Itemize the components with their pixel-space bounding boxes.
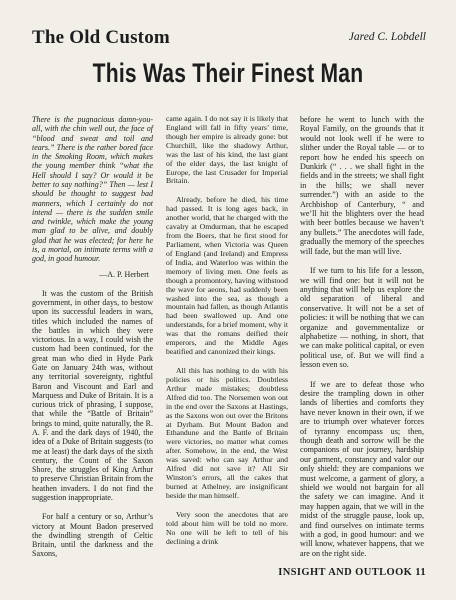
article-column-2 (166, 115, 288, 546)
epigraph: There is the pugnacious damn-you-all, with the chin well out, the face of “blood and sweat and toil and tears.” There is the rather bored face in the Smoking Room, which makes the young member think “what the Hell should I say? Or would it be better to say nothing?” Then — lest I should be thought to suggest bad manners, which I certainly do not intend — there is the sudden smile and twinkle, which make the young man glad to be alive, and doubly glad that he was elected; for here he is, a mortal, on intimate terms with a god, in good humour. (32, 115, 153, 264)
article-column-3 (300, 115, 424, 558)
body-paragraph: For half a century or so, Arthur’s victory at Mount Badon preserved the dwindling strength of Celtic Britain, until the darkness and the Saxons, (32, 512, 153, 559)
body-paragraph: It was the custom of the British government, in other days, to bestow upon its successful leaders in wars, titles which included the names of the battles in which they were victorious. In a way, I could wish the custom had been continued, for the great man who died in Hyde Park Gate on January 24th was, without any territorial sovereignty, rightful Baron and Viscount and Earl and Marquess and Duke of Britain. It is a curious trick of phrasing, I suppose, that while the “Battle of Britain” brings to mind, quite naturally, the R. A. F. and the dark days of 1940, the idea of a Duke of Britain suggests (to me at least) the dark days of the sixth century, the Count of the Saxon Shore, the struggles of King Arthur to preserve Christian Britain from the heathen invaders. I do not find the suggestion inappropriate. (32, 288, 153, 502)
body-paragraph: came again. I do not say it is likely that England will fall in fifty years’ time, though her empire is already gone: but Churchill, like the shadowy Arthur, was the last of his kind, the last giant of the elder days, the last knight of Europe, the last Crusader for Imperial Britain. (166, 114, 288, 186)
body-paragraph: Very soon the anecdotes that are told about him will be told no more. No one will be left to tell of his declining a drink (166, 509, 288, 546)
publication-name: INSIGHT AND OUTLOOK (278, 567, 413, 578)
body-paragraph: Already, before he died, his time had passed. It is long ages back, in another world, that he charged with the cavalry at Omdurman, that he escaped from the Boers, that he first stood for Parliament, when Victoria was Queen of England (and Ireland) and Empress of India, and Waterloo was within the memory of living men. One feels as though a promontory, having withstood the wave for aeons, had suddenly been washed into the sea, as though a mountain had fallen, as though Atlantis had been swallowed up. And one understands, for a brief moment, why it was that the romans deified their emperors, and the Middle Ages beatified and canonized their kings. (166, 195, 288, 357)
body-paragraph: All this has nothing to do with his policies or his politics. Doubtless Arthur made mistakes; doubtless Alfred did too. The Norsemen won out in the end over the Saxons at Hastings, as the Saxons won out over the Britons at Dyrham. But Mount Badon and Ethandune and the Battle of Britain were victories, no matter what comes after. Somehow, in the end, the West was saved: who can say Arthur and Alfred did not save it? All Sir Winston’s errors, all the cakes that burned at Athelney, are insignificant beside the man himself. (166, 365, 288, 500)
article-column-1 (32, 115, 153, 559)
author-byline: Jared C. Lobdell (348, 31, 426, 43)
body-paragraph: If we turn to his life for a lesson, we will find one: but it will not be anything that will help us explore the old separation of liberal and conservative. It will not be a set of policies: it will be nothing that we can organize and governmentalize or alphabetize — nothing, in short, that we can make political capital, or even political use, of. But we will find a lesson even so. (300, 266, 424, 370)
body-paragraph: If we are to defeat those who desire the trampling down in other lands of liberties and comforts they have never known in their own, if we are to triumph over whatever forces of tyranny encompass us; then, though death and sorrow will be the companions of our journey, hardship our garment, constancy and valor our only shield: they are companions we must welcome, a garment of glory, a shield we would not bargain for all the safety we can imagine. And it may happen again, that we will in the midst of the struggle pause, look up, and find ourselves on intimate terms with a god, in good humour: and we will know, whatever happens, that we are on the right side. (300, 379, 424, 558)
page-number: 11 (415, 567, 426, 578)
page-footer (278, 567, 426, 578)
body-paragraph: before he went to lunch with the Royal Family, on the grounds that it would not look well if he were to slither under the Royal table — or to report how he ended his speech on Dunkirk (“ . . . we shall fight in the fields and in the streets; we shall fight in the hills; we shall never surrender.”) with an aside to the Archbishop of Canterbury, “ and we’ll hit the blighters over the head with beer bottles because we haven’t any bullets.” The anecdotes will fade, gradually the memory of the speeches will fade, but the man will live. (300, 115, 424, 256)
column-title: The Old Custom (32, 27, 170, 48)
epigraph-attribution: —A. P. Herbert (99, 269, 149, 279)
article-headline: This Was Their Finest Man (92, 58, 364, 88)
